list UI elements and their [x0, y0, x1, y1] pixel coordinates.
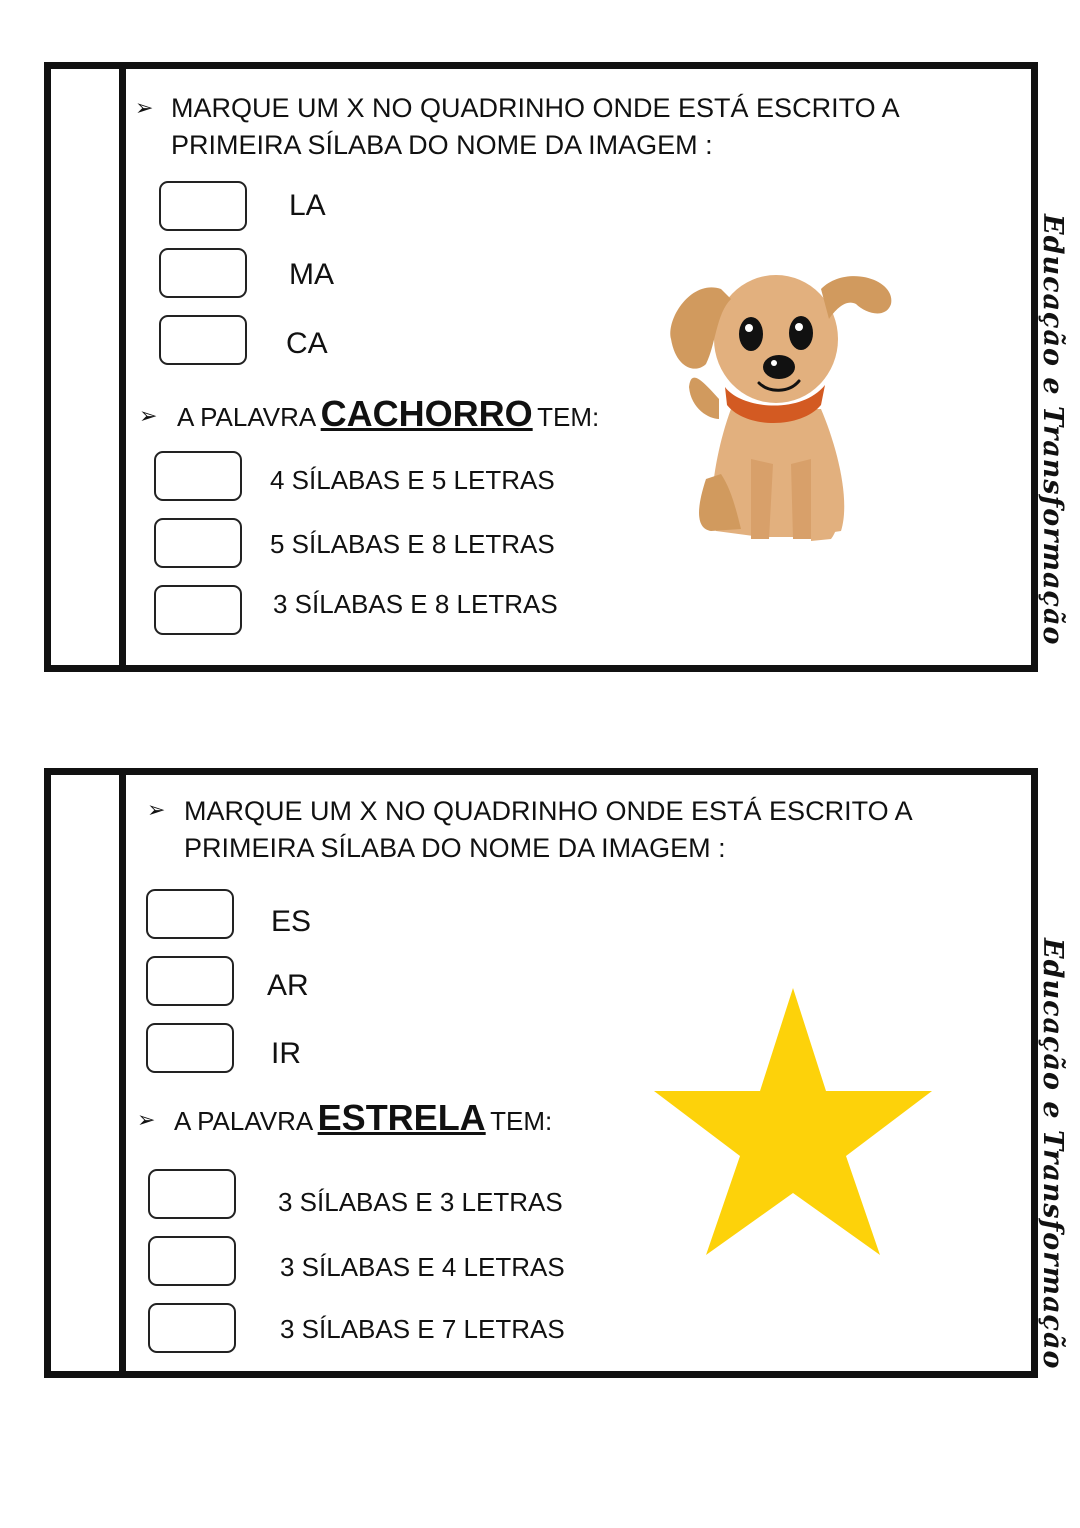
checkbox-syllable-2[interactable]: [159, 248, 247, 298]
answer-option-1: 4 SÍLABAS E 5 LETRAS: [270, 465, 555, 495]
card-spine: [51, 775, 126, 1371]
checkbox-syllable-1[interactable]: [146, 889, 234, 939]
checkbox-answer-1[interactable]: [154, 451, 242, 501]
arrow-bullet-icon: ➢: [147, 797, 166, 822]
dog-icon: [661, 259, 901, 559]
instruction-line2: PRIMEIRA SÍLABA DO NOME DA IMAGEM :: [184, 833, 726, 863]
checkbox-answer-2[interactable]: [154, 518, 242, 568]
answer-option-3: 3 SÍLABAS E 8 LETRAS: [273, 589, 558, 619]
answer-option-2: 5 SÍLABAS E 8 LETRAS: [270, 529, 555, 559]
syllable-option-3: CA: [286, 327, 328, 360]
checkbox-syllable-2[interactable]: [146, 956, 234, 1006]
syllable-option-1: ES: [271, 905, 312, 938]
word-question: [174, 1095, 552, 1149]
answer-option-3: 3 SÍLABAS E 7 LETRAS: [280, 1314, 565, 1344]
checkbox-answer-3[interactable]: [154, 585, 242, 635]
arrow-bullet-icon: ➢: [135, 95, 154, 120]
word-prefix: A PALAVRA: [177, 402, 317, 432]
word-highlight: CACHORRO: [320, 393, 533, 434]
instruction-line1: MARQUE UM X NO QUADRINHO ONDE ESTÁ ESCRITO A: [184, 796, 913, 826]
checkbox-syllable-3[interactable]: [146, 1023, 234, 1073]
word-prefix: A PALAVRA: [174, 1106, 314, 1136]
instruction-line2: PRIMEIRA SÍLABA DO NOME DA IMAGEM :: [171, 130, 713, 160]
syllable-option-2: AR: [267, 969, 309, 1002]
checkbox-answer-1[interactable]: [148, 1169, 236, 1219]
brand-label: Educação e Transformação: [1037, 938, 1068, 1370]
card-spine: [51, 69, 126, 665]
syllable-option-2: MA: [289, 258, 334, 291]
checkbox-syllable-1[interactable]: [159, 181, 247, 231]
answer-option-1: 3 SÍLABAS E 3 LETRAS: [278, 1187, 563, 1217]
syllable-option-1: LA: [289, 189, 326, 222]
answer-option-2: 3 SÍLABAS E 4 LETRAS: [280, 1252, 565, 1282]
word-question: [177, 391, 599, 445]
word-suffix: TEM:: [490, 1106, 553, 1136]
checkbox-answer-3[interactable]: [148, 1303, 236, 1353]
arrow-bullet-icon: ➢: [137, 1107, 156, 1132]
star-icon: [651, 985, 935, 1257]
instruction-line1: MARQUE UM X NO QUADRINHO ONDE ESTÁ ESCRITO A: [171, 93, 900, 123]
brand-label: Educação e Transformação: [1037, 214, 1068, 646]
exercise-card-dog: [44, 62, 1038, 672]
arrow-bullet-icon: ➢: [139, 403, 158, 428]
word-highlight: ESTRELA: [317, 1097, 486, 1138]
word-suffix: TEM:: [537, 402, 600, 432]
checkbox-answer-2[interactable]: [148, 1236, 236, 1286]
exercise-card-star: [44, 768, 1038, 1378]
checkbox-syllable-3[interactable]: [159, 315, 247, 365]
syllable-option-3: IR: [271, 1037, 301, 1070]
